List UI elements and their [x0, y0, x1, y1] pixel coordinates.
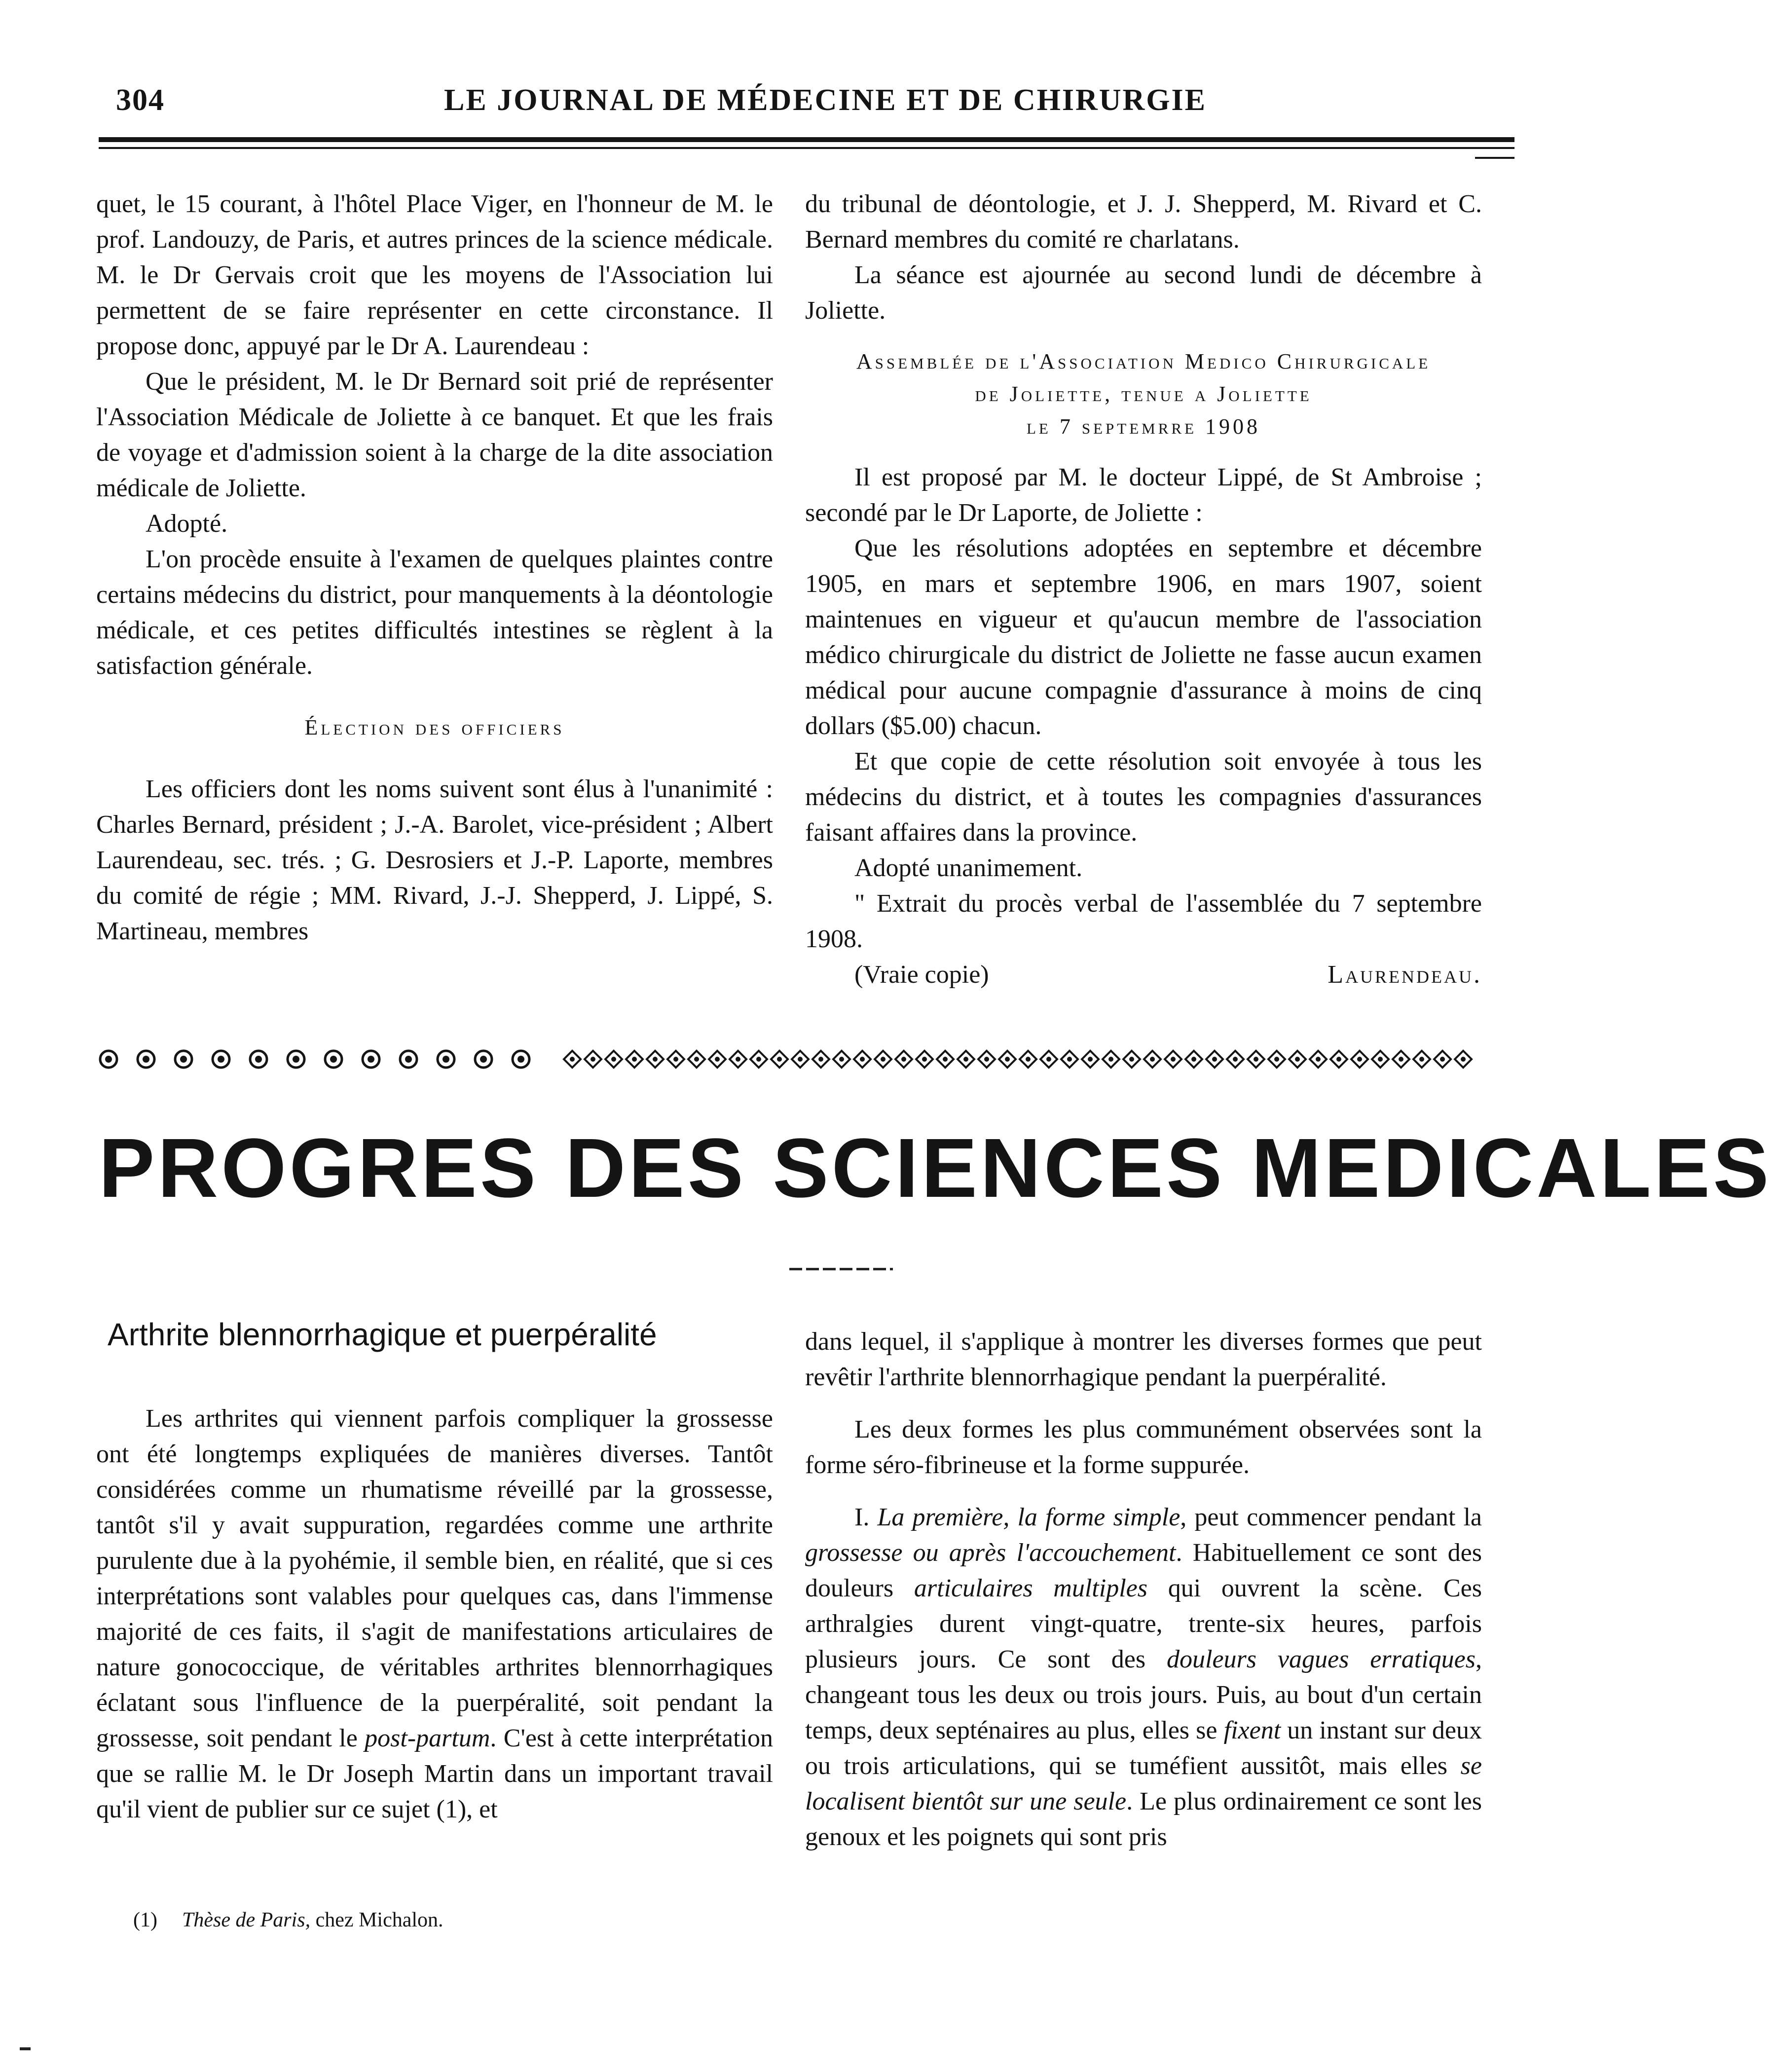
footnote-publisher: chez Michalon. [310, 1909, 443, 1931]
section-title: PROGRES DES SCIENCES MEDICALES [99, 1121, 1772, 1215]
paragraph: du tribunal de déontologie, et J. J. Shepperd, M. Rivard et C. Bernard membres du comité re charlatans. [805, 190, 1482, 254]
top-left-column [96, 186, 773, 949]
article-left-column [96, 1401, 773, 1827]
paragraph: I. La première, la forme simple, peut commencer pendant la grossesse ou après l'accouchement. Habituellement ce sont des douleurs articulaires multiples qui ouvrent la scène. Ces arthralgies durent vingt-quatre, trente-six heures, parfois plusieurs jours. Ce sont des douleurs vagues erratiques, changeant tous les deux ou trois jours. Puis, au bout d'un certain temps, deux septénaires au plus, elles se fixent un instant sur deux ou trois articulations, qui se tuméfient aussitôt, mais elles se localisent bientôt sur une seule. Le plus ordinairement ce sont les genoux et les poignets qui sont pris [805, 1503, 1482, 1851]
assembly-heading-line: le 7 septemrre 1908 [1026, 414, 1260, 439]
paragraph: Que les résolutions adoptées en septembre et décembre 1905, en mars et septembre 1906, en mars 1907, soient maintenues en vigueur et qu'aucun membre de l'association médico chirurgicale du district de Joliette ne fasse aucun examen médical pour aucune compagnie d'assurance à moins de cinq dollars ($5.00) chacun. [805, 534, 1482, 740]
paragraph: La séance est ajournée au second lundi de décembre à Joliette. [805, 261, 1482, 325]
paragraph: Adopté unanimement. [854, 854, 1083, 882]
footnote-source: Thèse de Paris, [182, 1909, 311, 1931]
true-copy-note: (Vraie copie) [854, 961, 989, 989]
ornamental-border [99, 1042, 1495, 1076]
assembly-heading-line: Assemblée de l'Association Medico Chirurgicale [856, 349, 1431, 373]
header-rule-end [1475, 157, 1514, 159]
header-rule-thin [99, 147, 1514, 149]
paragraph: Et que copie de cette résolution soit envoyée à tous les médecins du district, et à toutes les compagnies d'assurances faisant affaires dans la province. [805, 747, 1482, 847]
signature-name: Laurendeau. [1328, 961, 1482, 989]
paragraph: quet, le 15 courant, à l'hôtel Place Viger, en l'honneur de M. le prof. Landouzy, de Paris, et autres princes de la science médicale. M. le Dr Gervais croit que les moyens de l'Association lui permettent de se faire représenter en cette circonstance. Il propose donc, appuyé par le Dr A. Laurendeau : [96, 190, 773, 360]
ornament-pattern [99, 1042, 1495, 1076]
paragraph: Que le président, M. le Dr Bernard soit prié de représenter l'Association Médicale de Joliette à ce banquet. Et que les frais de voyage et d'admission soient à la charge de la dite association médicale de Joliette. [96, 368, 773, 502]
article-title: Arthrite blennorrhagique et puerpéralité [108, 1317, 657, 1352]
article-right-column [805, 1324, 1482, 1855]
paragraph: Les deux formes les plus communément observées sont la forme séro-fibrineuse et la forme suppurée. [805, 1415, 1482, 1479]
page-number: 304 [116, 83, 165, 117]
footnote [133, 1908, 443, 1932]
paragraph: Il est proposé par M. le docteur Lippé, de St Ambroise ; secondé par le Dr Laporte, de Joliette : [805, 463, 1482, 527]
signature-line [805, 957, 1482, 993]
paragraph: Les officiers dont les noms suivent sont élus à l'unanimité : Charles Bernard, président ; J.-A. Barolet, vice-président ; Albert Laurendeau, sec. trés. ; G. Desrosiers et J.-P. Laporte, membres du comité de régie ; MM. Rivard, J.-J. Shepperd, J. Lippé, S. Martineau, membres [96, 775, 773, 945]
footnote-number: (1) [133, 1909, 157, 1931]
paragraph: Adopté. [146, 510, 228, 538]
assembly-heading-line: de Joliette, tenue a Joliette [975, 382, 1312, 406]
print-mark [20, 2047, 31, 2050]
top-right-column [805, 186, 1482, 993]
paragraph: " Extrait du procès verbal de l'assemblée du 7 septembre 1908. [805, 889, 1482, 953]
journal-title: LE JOURNAL DE MÉDECINE ET DE CHIRURGIE [444, 83, 1207, 117]
title-dash-divider [789, 1268, 893, 1270]
header-rule-thick [99, 137, 1514, 142]
paragraph: L'on procède ensuite à l'examen de quelques plaintes contre certains médecins du district, pour manquements à la déontologie médicale, et ces petites difficultés intestines se règlent à la satisfaction générale. [96, 545, 773, 680]
paragraph: Les arthrites qui viennent parfois compliquer la grossesse ont été longtemps expliquées de manières diverses. Tantôt considérées comme un rhumatisme réveillé par la grossesse, tantôt s'il y avait suppuration, regardées comme une arthrite purulente due à la pyohémie, il semble bien, en réalité, que si ces interprétations sont valables pour quelques cas, dans l'immense majorité de ces faits, il s'agit de manifestations articulaires de nature gonococcique, de véritables arthrites blennorrhagiques éclatant sous l'influence de la puerpéralité, soit pendant la grossesse, soit pendant le post-partum. C'est à cette interprétation que se rallie M. le Dr Joseph Martin dans un important travail qu'il vient de publier sur ce sujet (1), et [96, 1405, 774, 1823]
section-heading-election: Élection des officiers [304, 715, 565, 740]
paragraph: dans lequel, il s'applique à montrer les diverses formes que peut revêtir l'arthrite blennorrhagique pendant la puerpéralité. [805, 1328, 1482, 1391]
running-head [116, 83, 1497, 122]
